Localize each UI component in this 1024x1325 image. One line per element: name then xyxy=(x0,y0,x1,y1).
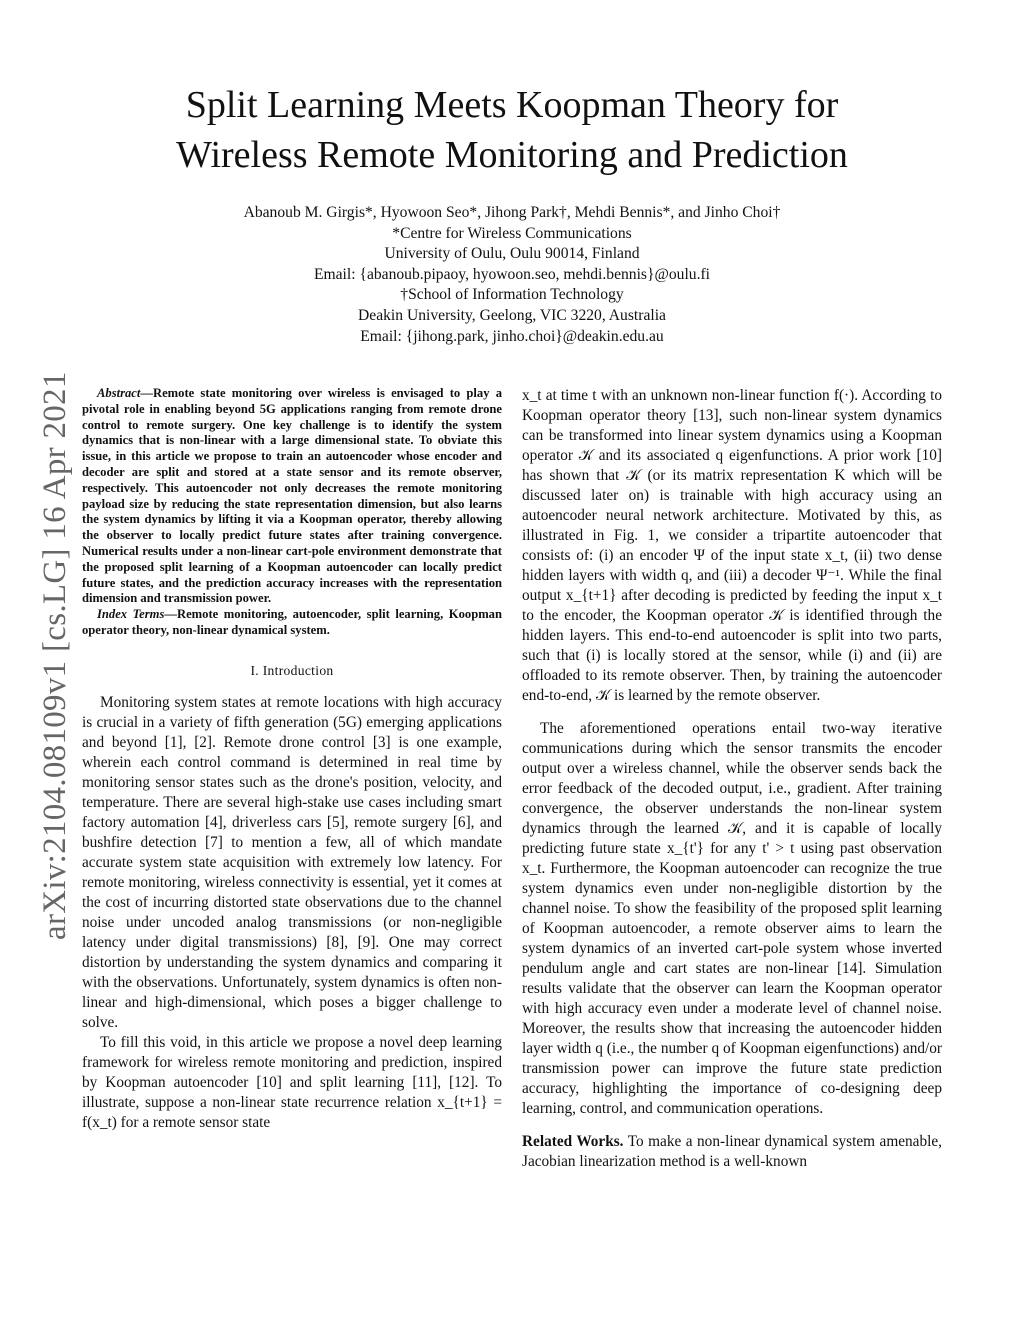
affiliation-2-email: Email: {jihong.park, jinho.choi}@deakin.edu.au xyxy=(360,327,664,345)
title-line-2: Wireless Remote Monitoring and Prediction xyxy=(176,134,848,176)
affiliation-1-email: Email: {abanoub.pipaoy, hyowoon.seo, mehdi.bennis}@oulu.fi xyxy=(313,265,710,283)
section-heading-introduction: I. Introduction xyxy=(250,662,334,678)
affiliation-2-address: Deakin University, Geelong, VIC 3220, Australia xyxy=(358,306,666,324)
title-line-1: Split Learning Meets Koopman Theory for xyxy=(185,84,839,126)
intro-paragraph-2: To fill this void, in this article we propose a novel deep learning framework for wireless remote monitoring and prediction, inspired by Koopman autoencoder [10] and split learning [11], [12]. To illustrate, suppose a non-linear state recurrence relation x_{t+1} = f(x_t) for a remote sensor state xyxy=(82,1033,502,1131)
abstract xyxy=(82,386,502,639)
related-works-text: To make a non-linear dynamical system amenable, Jacobian linearization method is a well-known xyxy=(522,1133,942,1170)
affiliation-2: †School of Information Technology xyxy=(400,286,624,304)
related-works-label: Related Works. xyxy=(522,1133,624,1150)
right-column xyxy=(522,386,942,1185)
abstract-label: Abstract xyxy=(97,386,141,400)
index-terms-text: —Remote monitoring, autoencoder, split learning, Koopman operator theory, non-linear dynamical system. xyxy=(82,607,502,637)
abstract-text: —Remote state monitoring over wireless is envisaged to play a pivotal role in enabling beyond 5G applications ranging from remote drone control to remote surgery. One key challenge is to identify the system dynamics that is non-linear with a large dimensional state. To obviate this issue, in this article we propose to train an autoencoder whose encoder and decoder are split and stored at a state sensor and its remote observer, respectively. This autoencoder not only decreases the remote monitoring payload size by reducing the state representation dimension, but also learns the system dynamics by lifting it via a Koopman operator, thereby allowing the observer to locally predict future states after training convergence. Numerical results under a non-linear cart-pole environment demonstrate that the proposed split learning of a Koopman autoencoder can locally predict future states, and the prediction accuracy increases with the representation dimension and transmission power. xyxy=(82,386,502,606)
arxiv-identifier: arXiv:2104.08109v1 [cs.LG] 16 Apr 2021 xyxy=(37,371,73,940)
intro-paragraph-4: The aforementioned operations entail two-way iterative communications during which the sensor transmits the encoder output over a wireless channel, while the observer sends back the error feedback of the decoded output, i.e., gradient. After training convergence, the observer understands the non-linear system dynamics through the learned 𝒦, and it is capable of locally predicting future state x_{t'} for any t' > t using past observation x_t. Furthermore, the Koopman autoencoder can recognize the true system dynamics even under non-negligible distortion by the channel noise. To show the feasibility of the proposed split learning of Koopman autoencoder, a remote observer aims to learn the system dynamics of an inverted cart-pole system whose inverted pendulum angle and cart states are non-linear [14]. Simulation results validate that the observer can learn the Koopman operator with high accuracy even under a moderate level of channel noise. Moreover, the results show that increasing the autoencoder hidden layer width q (i.e., the number q of Koopman eigenfunctions) and/or transmission power can improve the future state prediction accuracy, highlighting the importance of co-designing deep learning, control, and communication operations. xyxy=(522,720,942,1117)
affiliation-1: *Centre for Wireless Communications xyxy=(392,224,632,242)
left-column xyxy=(82,386,502,1133)
affiliation-1-address: University of Oulu, Oulu 90014, Finland xyxy=(384,245,640,263)
author-names: Abanoub M. Girgis*, Hyowoon Seo*, Jihong Park†, Mehdi Bennis*, and Jinho Choi† xyxy=(243,204,781,221)
intro-paragraph-1: Monitoring system states at remote locations with high accuracy is crucial in a variety of fifth generation (5G) emerging applications and beyond [1], [2]. Remote drone control [3] is one example, wherein each control command is determined in real time by monitoring sensor states such as the drone's position, velocity, and temperature. There are several high-stake use cases including smart factory automation [4], driverless cars [5], remote surgery [6], and bushfire detection [7] to mention a few, all of which mandate accurate system state acquisition with extremely low latency. For remote monitoring, wireless connectivity is essential, yet it comes at the cost of incurring distorted state observations due to the channel noise under uncoded analog transmissions (or non-negligible latency under digital transmissions) [8], [9]. One may correct distortion by understanding the system dynamics and comparing it with the observations. Unfortunately, system dynamics is often non-linear and high-dimensional, which poses a bigger challenge to solve. xyxy=(82,693,502,1031)
paper-title xyxy=(0,80,1024,180)
index-terms-label: Index Terms xyxy=(97,607,165,622)
intro-paragraph-3: x_t at time t with an unknown non-linear function f(·). According to Koopman operator theory [13], such non-linear system dynamics can be transformed into linear system dynamics using a Koopman operator 𝒦 and its associated q eigenfunctions. A prior work [10] has shown that 𝒦 (or its matrix representation K which will be discussed later on) is trainable with high accuracy using an autoencoder neural network architecture. Motivated by this, as illustrated in Fig. 1, we consider a tripartite autoencoder that consists of: (i) an encoder Ψ of the input state x_t, (ii) two dense hidden layers with width q, and (iii) a decoder Ψ⁻¹. While the final output x_{t+1} after decoding is predicted by feeding the input x_t to the encoder, the Koopman operator 𝒦 is identified through the hidden layers. This end-to-end autoencoder is split into two parts, such that (i) is locally stored at the sensor, while (i) and (ii) are offloaded to its remote observer. Then, by training the autoencoder end-to-end, 𝒦 is learned by the remote observer. xyxy=(522,387,942,704)
related-works-paragraph xyxy=(522,1132,942,1172)
author-block xyxy=(0,203,1024,347)
